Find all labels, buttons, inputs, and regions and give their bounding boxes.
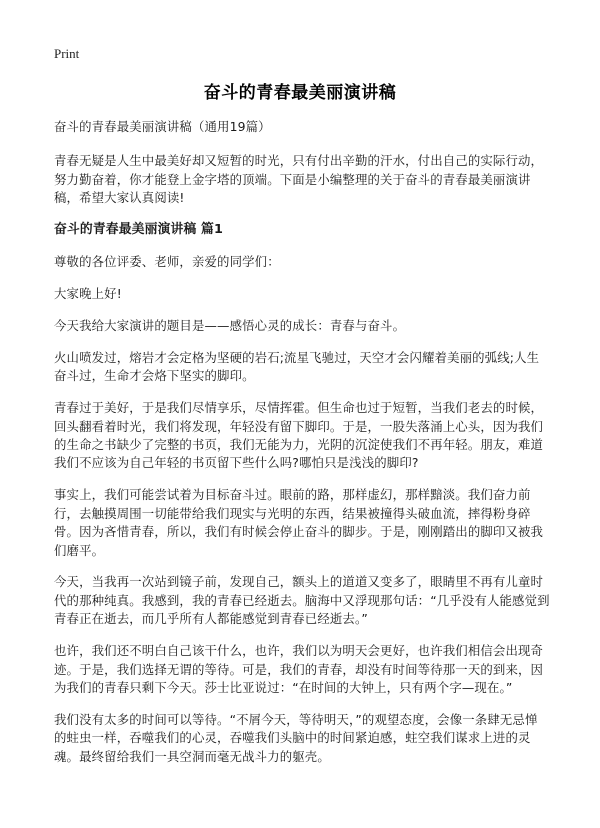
intro-paragraph: 青春无疑是人生中最美好却又短暂的时光，只有付出辛勤的汗水，付出自己的实际行动，努力勤奋着，你才能登上金字塔的顶端。下面是小编整理的关于奋斗的青春最美丽演讲稿，希望大家认真阅读! bbox=[54, 153, 544, 206]
body-paragraph: 尊敬的各位评委、老师，亲爱的同学们： bbox=[54, 254, 280, 270]
body-paragraph: 也许，我们还不明白自己该干什么，也许，我们以为明天会更好，也许我们相信会出现奇迹。于是，我们选择无谓的等待。可是，我们的青春，却没有时间等待那一天的到来，因为我们的青春只剩下今天。莎士比亚说过：“在时间的大钟上，只有两个字—现在。” bbox=[54, 643, 544, 695]
document-body bbox=[54, 118, 550, 780]
body-paragraph: 大家晚上好! bbox=[54, 286, 122, 302]
body-paragraph: 事实上，我们可能尝试着为目标奋斗过。眼前的路，那样虚幻，那样黯淡。我们奋力前行，去触摸周围一切能带给我们现实与光明的东西，结果被撞得头破血流，摔得粉身碎骨。因为吝惜青春，所以，我们有时候会停止奋斗的脚步。于是，刚刚踏出的脚印又被我们磨平。 bbox=[54, 487, 544, 558]
body-paragraph: 我们没有太多的时间可以等待。“不屑今天，等待明天，”的观望态度，会像一条肆无忌惮的蛀虫一样，吞噬我们的心灵，吞噬我们头脑中的时间紧迫感，蛀空我们谋求上进的灵魂。最终留给我们一具空洞而毫无战斗力的躯壳。 bbox=[54, 711, 538, 764]
print-link[interactable]: Print bbox=[54, 46, 80, 61]
body-paragraph: 今天我给大家演讲的题目是——感悟心灵的成长：青春与奋斗。 bbox=[54, 317, 406, 333]
section-heading: 奋斗的青春最美丽演讲稿 篇1 bbox=[54, 222, 224, 238]
document-subtitle: 奋斗的青春最美丽演讲稿（通用19篇） bbox=[54, 119, 271, 134]
body-paragraph: 今天，当我再一次站到镜子前，发现自己，额头上的道道又变多了，眼睛里不再有儿童时代的那种纯真。我感到，我的青春已经逝去。脑海中又浮现那句话：“几乎没有人能感觉到青春正在逝去，而几乎所有人都能感觉到青春已经逝去。” bbox=[54, 574, 550, 627]
body-paragraph: 火山喷发过，熔岩才会定格为坚硬的岩石;流星飞驰过，天空才会闪耀着美丽的弧线;人生奋斗过，生命才会烙下坚实的脚印。 bbox=[54, 349, 540, 384]
document-title: 奋斗的青春最美丽演讲稿 bbox=[203, 83, 397, 103]
body-paragraph: 青春过于美好，于是我们尽情享乐，尽情挥霍。但生命也过于短暂，当我们老去的时候，回头翻看着时光，我们将发现，年轻没有留下脚印。于是，一股失落涌上心头，因为我们的生命之书缺少了完整的书页，我们无能为力，光阴的沉淀使我们不再年轻。朋友，难道我们不应该为自己年轻的书页留下些什么吗?哪怕只是浅浅的脚印? bbox=[54, 400, 544, 471]
